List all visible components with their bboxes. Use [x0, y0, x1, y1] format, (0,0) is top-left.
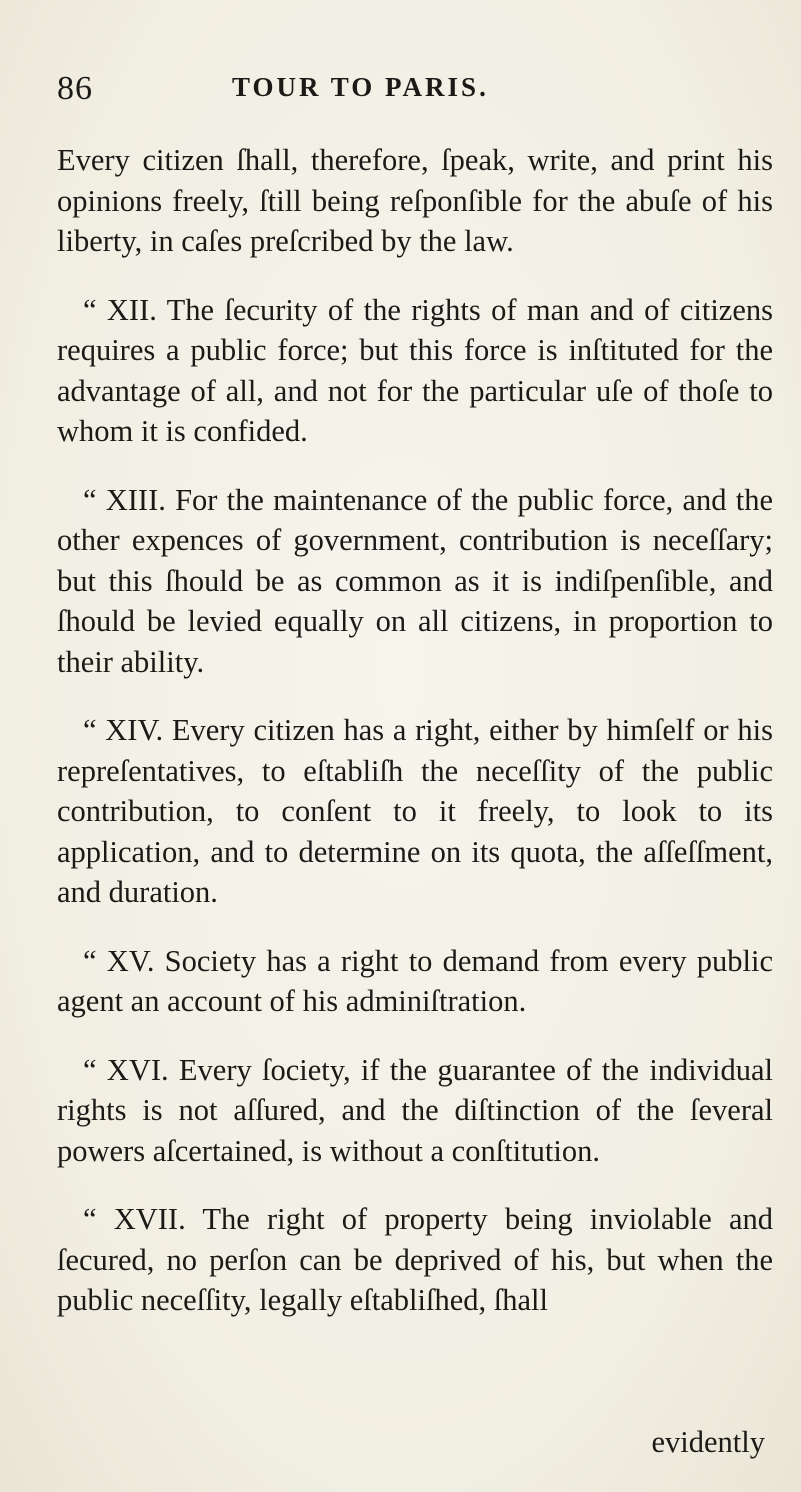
paragraph-article-xii: “ XII. The ſecurity of the rights of man and of citizens requires a public force; but this force is inſtituted for the advantage of all, and not for the particular uſe of thoſe to whom it is confided.	[57, 292, 773, 448]
body-text	[57, 140, 773, 1349]
catchword: evidently	[651, 1425, 765, 1459]
paragraph-article-xvi: “ XVI. Every ſociety, if the guarantee of the individual rights is not aſſured, and the diſtinction of the ſeveral powers aſcertained, is without a conſtitution.	[57, 1052, 773, 1168]
running-title: TOUR TO PARIS.	[232, 72, 489, 102]
paragraph-article-xvii: “ XVII. The right of property being inviolable and ſecured, no perſon can be deprived of his, but when the public neceſſity, legally eſtabliſhed, ſhall	[57, 1202, 773, 1317]
page-header	[57, 70, 757, 110]
paragraph-article-xiv: “ XIV. Every citizen has a right, either by himſelf or his repreſentatives, to eſtabliſh the neceſſity of the public contribution, to conſent to it freely, to look to its application, and to determine on its quota, the aſſeſſment, and duration.	[57, 713, 773, 909]
paragraph-article-xv: “ XV. Society has a right to demand from every public agent an account of his adminiſtration.	[57, 943, 773, 1018]
paragraph-intro: Every citizen ſhall, therefore, ſpeak, write, and print his opinions freely, ſtill being reſponſible for the abuſe of his liberty, in caſes preſcribed by the law.	[57, 143, 773, 258]
paragraph-article-xiii: “ XIII. For the maintenance of the public force, and the other expences of government, contribution is neceſſary; but this ſhould be as common as it is indiſpenſible, and ſhould be levied equally on all citizens, in proportion to their ability.	[57, 482, 773, 679]
page-number: 86	[57, 70, 93, 107]
